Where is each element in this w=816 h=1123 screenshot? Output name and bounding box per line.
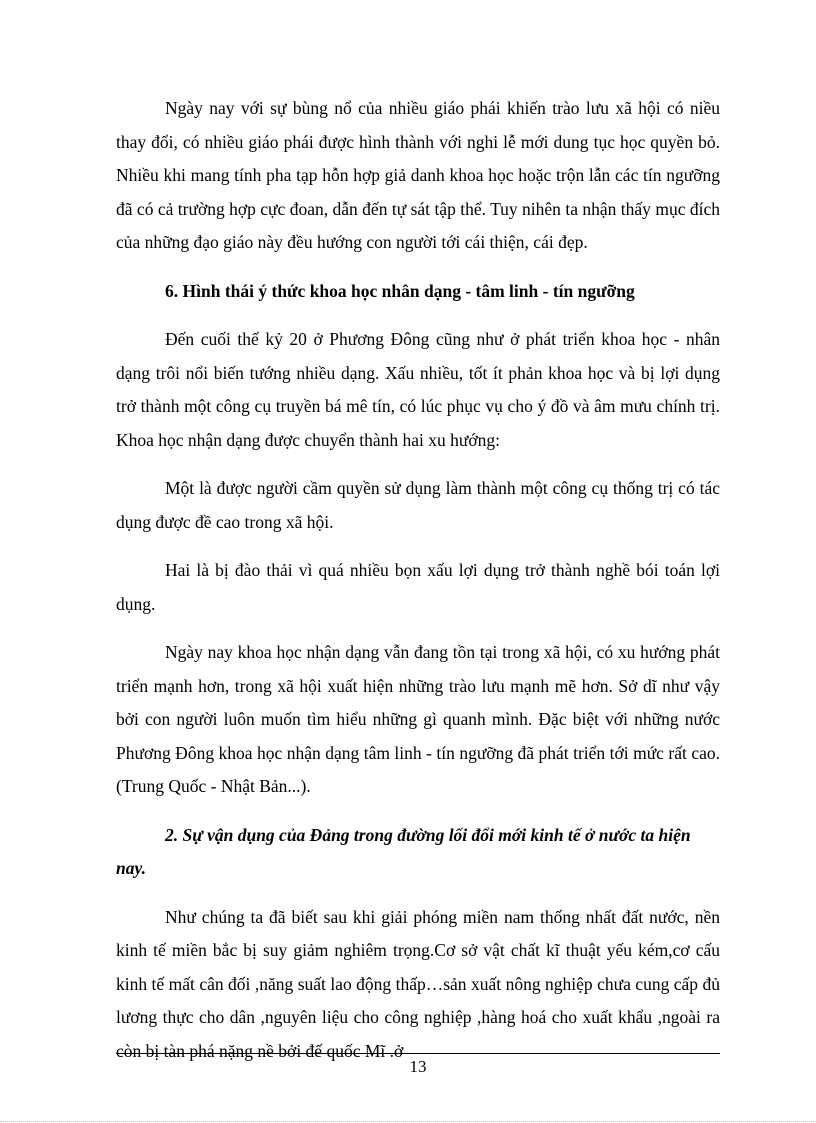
paragraph-end-of-20th-century: Đến cuối thế kỷ 20 ở Phương Đông cũng như ở phát triển khoa học - nhân dạng trôi nổi biến tướng nhiều dạng. Xấu nhiều, tốt ít phản khoa học và bị lợi dụng trở thành một công cụ truyền bá mê tín, có lúc phục vụ cho ý đồ và âm mưu chính trị. Khoa học nhận dạng được chuyển thành hai xu hướng: <box>116 329 720 450</box>
paragraph-religious-sects: Ngày nay với sự bùng nổ của nhiều giáo phái khiến trào lưu xã hội có niều thay đổi, có nhiều giáo phái được hình thành với nghi lễ mới dung tục học quyền bỏ. Nhiều khi mang tính pha tạp hỗn hợp giả danh khoa học hoặc trộn lẫn các tín ngưỡng đã có cả trường hợp cực đoan, dẫn đến tự sát tập thể. Tuy nihên ta nhận thấy mục đích của những đạo giáo này đều hướng con người tới cái thiện, cái đẹp. <box>116 98 720 252</box>
paragraph-trend-one: Một là được người cầm quyền sử dụng làm thành một công cụ thống trị có tác dụng được đề cao trong xã hội. <box>116 478 720 532</box>
paragraph-trend-two: Hai là bị đào thải vì quá nhiều bọn xấu lợi dụng trở thành nghề bói toán lợi dụng. <box>116 560 720 614</box>
paragraph-today: Ngày nay khoa học nhận dạng vẫn đang tồn tại trong xã hội, có xu hướng phát triển mạnh hơn, trong xã hội xuất hiện những trào lưu mạnh mẽ hơn. Sở dĩ như vậy bởi con người luôn muốn tìm hiểu những gì quanh mình. Đặc biệt với những nước Phương Đông khoa học nhận dạng tâm linh - tín ngưỡng đã phát triển tới mức rất cao. (Trung Quốc - Nhật Bản...). <box>116 642 720 796</box>
section-heading-2: 2. Sự vận dụng của Đảng trong đường lối đổi mới kinh tế ở nước ta hiện nay. <box>116 824 691 878</box>
paragraph-economy: Như chúng ta đã biết sau khi giải phóng miền nam thống nhất đất nước, nền kinh tế miền bắc bị suy giảm nghiêm trọng.Cơ sở vật chất kĩ thuật yếu kém,cơ cấu kinh tế mất cân đối ,năng suất lao động thấp…sản xuất nông nghiệp chưa cung cấp đủ lương thực cho dân ,nguyên liệu cho công nghiệp ,hàng hoá cho xuất khẩu ,ngoài ra còn bị tàn phá nặng nề bởi đế quốc Mĩ .ở <box>116 906 720 1061</box>
page-content <box>116 92 720 1083</box>
page-number: 13 <box>409 1057 427 1076</box>
footer-divider <box>116 1053 720 1054</box>
section-heading-6: 6. Hình thái ý thức khoa học nhân dạng - tâm linh - tín ngưỡng <box>165 280 635 301</box>
page-bottom-edge <box>0 1121 816 1122</box>
